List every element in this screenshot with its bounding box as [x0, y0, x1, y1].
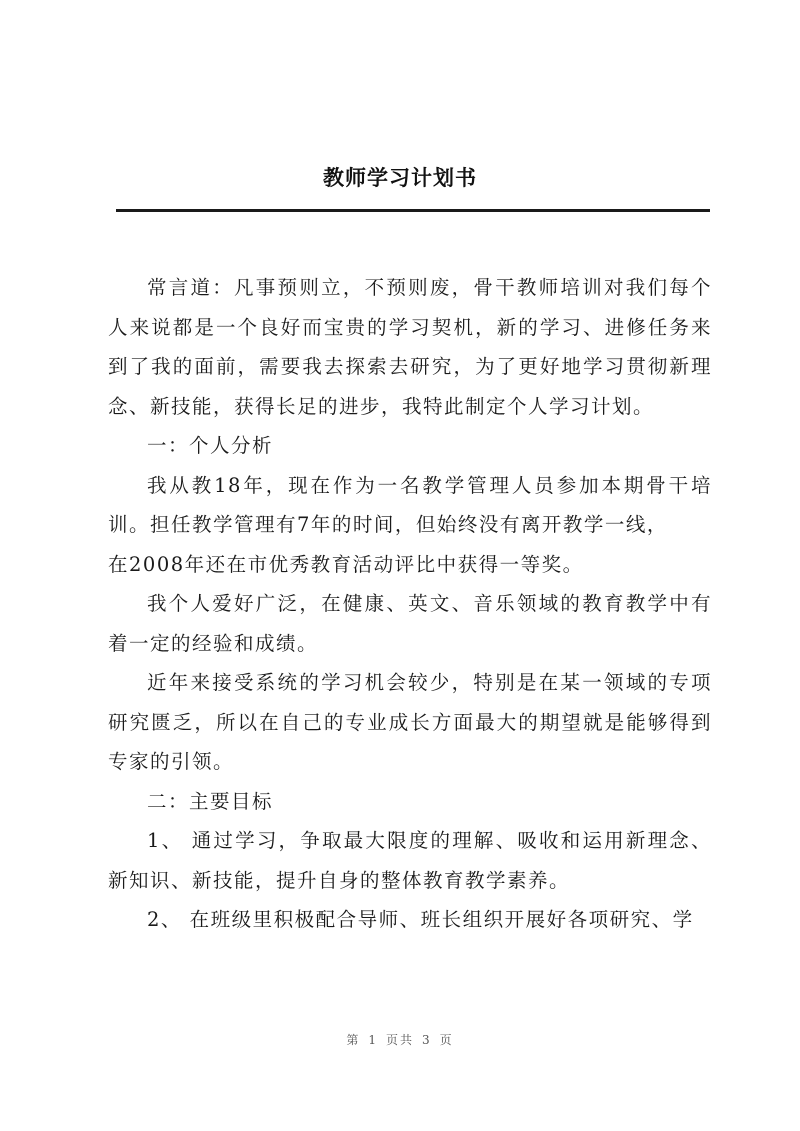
paragraph-analysis-1: 我从教18年，现在作为一名教学管理人员参加本期骨干培训。担任教学管理有7年的时间，但始终没有离开教学一线，: [108, 473, 712, 536]
footer-page-number: 1: [368, 1033, 378, 1047]
footer-total-pages: 3: [422, 1033, 432, 1047]
section-heading-analysis: 一：个人分析: [147, 434, 274, 457]
document-body: [108, 268, 712, 940]
page-footer: [0, 1031, 800, 1048]
paragraph-analysis-2: 在2008年还在市优秀教育活动评比中获得一等奖。: [108, 552, 584, 576]
footer-suffix: 页: [439, 1033, 454, 1047]
goal-item-1: 1、 通过学习，争取最大限度的理解、吸收和运用新理念、新知识、新技能，提升自身的整体教育教学素养。: [108, 829, 712, 892]
paragraph-intro: 常言道：凡事预则立，不预则废，骨干教师培训对我们每个人来说都是一个良好而宝贵的学习契机，新的学习、进修任务来到了我的面前，需要我去探索去研究，为了更好地学习贯彻新理念、新技能，获得长足的进步，我特此制定个人学习计划。: [108, 276, 712, 418]
footer-middle: 页共: [385, 1033, 414, 1047]
paragraph-hobbies: 我个人爱好广泛，在健康、英文、音乐领域的教育教学中有着一定的经验和成绩。: [108, 592, 712, 655]
goal-item-2: 2、 在班级里积极配合导师、班长组织开展好各项研究、学: [147, 908, 694, 931]
paragraph-expectation: 近年来接受系统的学习机会较少，特别是在某一领域的专项研究匮乏，所以在自己的专业成长方面最大的期望就是能够得到专家的引领。: [108, 671, 712, 773]
document-title: 教师学习计划书: [323, 166, 477, 190]
title-underline: [116, 209, 710, 212]
section-heading-goals: 二：主要目标: [147, 789, 274, 813]
footer-prefix: 第: [346, 1033, 361, 1047]
